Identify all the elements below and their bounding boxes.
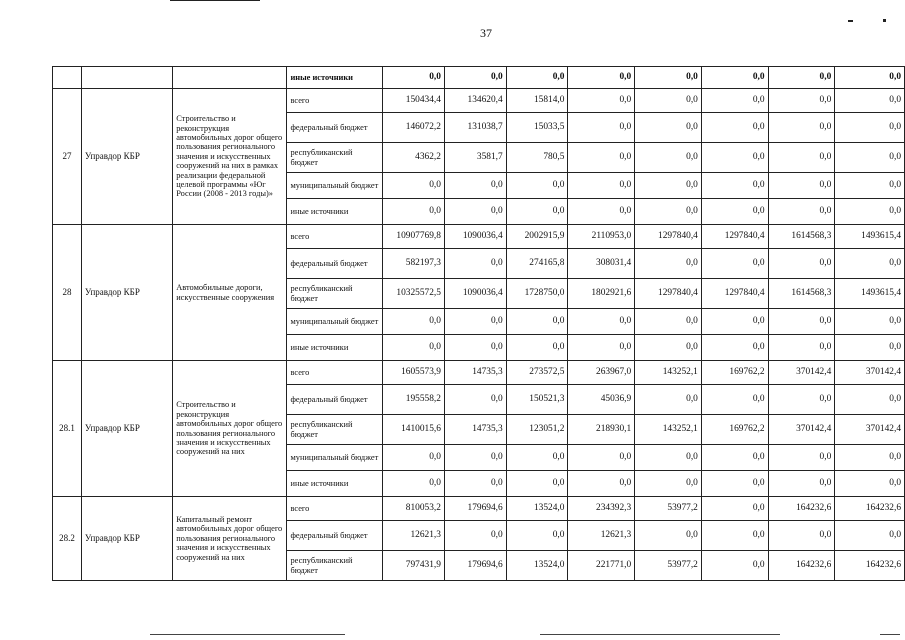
value-cell: 0,0: [835, 445, 905, 471]
value-cell: 0,0: [635, 89, 702, 113]
value-cell: 0,0: [701, 199, 768, 225]
value-cell: 0,0: [506, 199, 568, 225]
value-cell: 0,0: [444, 199, 506, 225]
value-cell: 2002915,9: [506, 225, 568, 249]
scan-bottom-line-3: [880, 634, 900, 635]
value-cell: 582197,3: [383, 249, 445, 279]
value-cell: 0,0: [835, 143, 905, 173]
value-cell: 0,0: [444, 249, 506, 279]
value-cell: 0,0: [768, 89, 835, 113]
funding-source-cell: всего: [287, 497, 383, 521]
value-cell: 0,0: [568, 113, 635, 143]
value-cell: 0,0: [701, 497, 768, 521]
funding-source-cell: иные источники: [287, 471, 383, 497]
value-cell: 370142,4: [835, 415, 905, 445]
value-cell: 3581,7: [444, 143, 506, 173]
value-cell: 810053,2: [383, 497, 445, 521]
scan-mark-right-2: [883, 19, 886, 22]
row-number: [53, 67, 82, 89]
value-cell: 0,0: [568, 143, 635, 173]
value-cell: 45036,9: [568, 385, 635, 415]
funding-source-cell: федеральный бюджет: [287, 249, 383, 279]
scan-bottom-line-2: [540, 634, 780, 635]
value-cell: 1090036,4: [444, 279, 506, 309]
row-number: 28: [53, 225, 82, 361]
value-cell: 146072,2: [383, 113, 445, 143]
value-cell: 308031,4: [568, 249, 635, 279]
value-cell: 0,0: [835, 89, 905, 113]
value-cell: 0,0: [768, 471, 835, 497]
value-cell: 1605573,9: [383, 361, 445, 385]
value-cell: 1297840,4: [635, 225, 702, 249]
funding-source-cell: муниципальный бюджет: [287, 309, 383, 335]
value-cell: 0,0: [444, 385, 506, 415]
value-cell: 370142,4: [768, 415, 835, 445]
row-number: 28.2: [53, 497, 82, 581]
table-row: [53, 89, 905, 113]
value-cell: 0,0: [768, 249, 835, 279]
value-cell: 0,0: [383, 67, 445, 89]
value-cell: 0,0: [635, 309, 702, 335]
value-cell: 14735,3: [444, 415, 506, 445]
value-cell: 0,0: [383, 173, 445, 199]
value-cell: 0,0: [835, 67, 905, 89]
value-cell: 1614568,3: [768, 225, 835, 249]
value-cell: 0,0: [568, 335, 635, 361]
funding-source-cell: федеральный бюджет: [287, 385, 383, 415]
table-row: [53, 67, 905, 89]
value-cell: 0,0: [635, 199, 702, 225]
value-cell: 0,0: [444, 67, 506, 89]
value-cell: 1614568,3: [768, 279, 835, 309]
value-cell: 143252,1: [635, 361, 702, 385]
value-cell: 0,0: [835, 521, 905, 551]
value-cell: 0,0: [635, 173, 702, 199]
value-cell: 0,0: [701, 445, 768, 471]
value-cell: 0,0: [635, 143, 702, 173]
value-cell: 12621,3: [383, 521, 445, 551]
value-cell: 1410015,6: [383, 415, 445, 445]
funding-source-cell: республиканский бюджет: [287, 415, 383, 445]
funding-source-cell: федеральный бюджет: [287, 113, 383, 143]
funding-source-cell: федеральный бюджет: [287, 521, 383, 551]
value-cell: 2110953,0: [568, 225, 635, 249]
value-cell: 0,0: [383, 309, 445, 335]
value-cell: 150521,3: [506, 385, 568, 415]
row-number: 27: [53, 89, 82, 225]
value-cell: 234392,3: [568, 497, 635, 521]
funding-source-cell: всего: [287, 361, 383, 385]
value-cell: 0,0: [635, 521, 702, 551]
table-body: [53, 67, 905, 581]
value-cell: 0,0: [768, 67, 835, 89]
value-cell: 0,0: [568, 199, 635, 225]
value-cell: 1493615,4: [835, 279, 905, 309]
value-cell: 1297840,4: [635, 279, 702, 309]
value-cell: 169762,2: [701, 415, 768, 445]
value-cell: 10325572,5: [383, 279, 445, 309]
value-cell: 263967,0: [568, 361, 635, 385]
value-cell: 0,0: [635, 335, 702, 361]
funding-source-cell: муниципальный бюджет: [287, 173, 383, 199]
value-cell: 273572,5: [506, 361, 568, 385]
value-cell: 0,0: [701, 385, 768, 415]
value-cell: 0,0: [768, 173, 835, 199]
value-cell: 143252,1: [635, 415, 702, 445]
table-row: [53, 225, 905, 249]
value-cell: 0,0: [506, 67, 568, 89]
budget-table: [52, 66, 905, 581]
value-cell: 0,0: [835, 385, 905, 415]
funding-source-cell: всего: [287, 225, 383, 249]
value-cell: 1802921,6: [568, 279, 635, 309]
value-cell: 164232,6: [768, 497, 835, 521]
value-cell: 0,0: [444, 335, 506, 361]
value-cell: 0,0: [701, 335, 768, 361]
value-cell: 179694,6: [444, 551, 506, 581]
funding-source-cell: иные источники: [287, 67, 383, 89]
value-cell: 10907769,8: [383, 225, 445, 249]
value-cell: 0,0: [701, 89, 768, 113]
value-cell: 0,0: [701, 143, 768, 173]
value-cell: 0,0: [835, 173, 905, 199]
value-cell: 150434,4: [383, 89, 445, 113]
value-cell: 0,0: [768, 521, 835, 551]
value-cell: 1297840,4: [701, 279, 768, 309]
value-cell: 221771,0: [568, 551, 635, 581]
value-cell: 1493615,4: [835, 225, 905, 249]
value-cell: 0,0: [635, 113, 702, 143]
description-cell: [173, 67, 287, 89]
value-cell: 164232,6: [768, 551, 835, 581]
value-cell: 1728750,0: [506, 279, 568, 309]
value-cell: 370142,4: [835, 361, 905, 385]
funding-source-cell: республиканский бюджет: [287, 143, 383, 173]
funding-source-cell: иные источники: [287, 335, 383, 361]
funding-source-cell: республиканский бюджет: [287, 551, 383, 581]
value-cell: 0,0: [444, 173, 506, 199]
value-cell: 0,0: [506, 309, 568, 335]
value-cell: 274165,8: [506, 249, 568, 279]
value-cell: 0,0: [701, 173, 768, 199]
value-cell: 15033,5: [506, 113, 568, 143]
value-cell: 0,0: [835, 249, 905, 279]
value-cell: 0,0: [444, 309, 506, 335]
value-cell: 0,0: [635, 249, 702, 279]
executor-cell: Управдор КБР: [81, 225, 172, 361]
value-cell: 780,5: [506, 143, 568, 173]
value-cell: 797431,9: [383, 551, 445, 581]
value-cell: 15814,0: [506, 89, 568, 113]
value-cell: 179694,6: [444, 497, 506, 521]
value-cell: 164232,6: [835, 551, 905, 581]
value-cell: 4362,2: [383, 143, 445, 173]
funding-source-cell: муниципальный бюджет: [287, 445, 383, 471]
value-cell: 0,0: [635, 445, 702, 471]
value-cell: 164232,6: [835, 497, 905, 521]
value-cell: 0,0: [506, 173, 568, 199]
value-cell: 0,0: [506, 471, 568, 497]
table-row: [53, 361, 905, 385]
value-cell: 0,0: [835, 199, 905, 225]
value-cell: 0,0: [768, 199, 835, 225]
scan-mark-top: [170, 0, 260, 1]
funding-source-cell: республиканский бюджет: [287, 279, 383, 309]
executor-cell: Управдор КБР: [81, 361, 172, 497]
executor-cell: Управдор КБР: [81, 497, 172, 581]
row-number: 28.1: [53, 361, 82, 497]
value-cell: 0,0: [768, 385, 835, 415]
value-cell: 0,0: [768, 335, 835, 361]
value-cell: 0,0: [768, 143, 835, 173]
value-cell: 0,0: [768, 309, 835, 335]
value-cell: 0,0: [506, 521, 568, 551]
value-cell: 53977,2: [635, 551, 702, 581]
value-cell: 0,0: [383, 471, 445, 497]
value-cell: 0,0: [383, 199, 445, 225]
description-cell: Строительство и реконструкция автомобильных дорог общего пользования регионального значения и искусственных сооружений на них: [173, 361, 287, 497]
value-cell: 0,0: [568, 67, 635, 89]
value-cell: 0,0: [768, 445, 835, 471]
value-cell: 0,0: [835, 309, 905, 335]
value-cell: 195558,2: [383, 385, 445, 415]
value-cell: 1297840,4: [701, 225, 768, 249]
value-cell: 53977,2: [635, 497, 702, 521]
value-cell: 0,0: [701, 67, 768, 89]
value-cell: 0,0: [701, 249, 768, 279]
description-cell: Автомобильные дороги, искусственные сооружения: [173, 225, 287, 361]
value-cell: 1090036,4: [444, 225, 506, 249]
value-cell: 0,0: [768, 113, 835, 143]
value-cell: 0,0: [835, 113, 905, 143]
page-number: 37: [480, 26, 492, 40]
scan-bottom-line-1: [150, 634, 345, 635]
executor-cell: [81, 67, 172, 89]
value-cell: 14735,3: [444, 361, 506, 385]
value-cell: 0,0: [383, 445, 445, 471]
value-cell: 0,0: [506, 445, 568, 471]
value-cell: 0,0: [835, 471, 905, 497]
funding-source-cell: иные источники: [287, 199, 383, 225]
value-cell: 0,0: [444, 521, 506, 551]
executor-cell: Управдор КБР: [81, 89, 172, 225]
table-row: [53, 497, 905, 521]
value-cell: 13524,0: [506, 497, 568, 521]
value-cell: 0,0: [635, 471, 702, 497]
value-cell: 169762,2: [701, 361, 768, 385]
value-cell: 0,0: [568, 471, 635, 497]
value-cell: 123051,2: [506, 415, 568, 445]
value-cell: 0,0: [568, 445, 635, 471]
description-cell: Строительство и реконструкция автомобильных дорог общего пользования регионального значения и искусственных сооружений на них в рамках реализации федеральной целевой программы «Юг России (2008 - 2013 годы)»: [173, 89, 287, 225]
value-cell: 0,0: [506, 335, 568, 361]
value-cell: 0,0: [701, 471, 768, 497]
value-cell: 370142,4: [768, 361, 835, 385]
value-cell: 13524,0: [506, 551, 568, 581]
value-cell: 0,0: [635, 385, 702, 415]
value-cell: 0,0: [701, 551, 768, 581]
value-cell: 134620,4: [444, 89, 506, 113]
value-cell: 0,0: [701, 309, 768, 335]
value-cell: 0,0: [701, 521, 768, 551]
value-cell: 0,0: [444, 445, 506, 471]
value-cell: 131038,7: [444, 113, 506, 143]
value-cell: 0,0: [635, 67, 702, 89]
description-cell: Капитальный ремонт автомобильных дорог общего пользования регионального значения и искусственных сооружений на них: [173, 497, 287, 581]
value-cell: 0,0: [835, 335, 905, 361]
value-cell: 0,0: [701, 113, 768, 143]
value-cell: 12621,3: [568, 521, 635, 551]
value-cell: 0,0: [568, 173, 635, 199]
scan-mark-right-1: [848, 20, 853, 22]
value-cell: 0,0: [568, 309, 635, 335]
value-cell: 0,0: [383, 335, 445, 361]
funding-source-cell: всего: [287, 89, 383, 113]
value-cell: 218930,1: [568, 415, 635, 445]
value-cell: 0,0: [568, 89, 635, 113]
value-cell: 0,0: [444, 471, 506, 497]
